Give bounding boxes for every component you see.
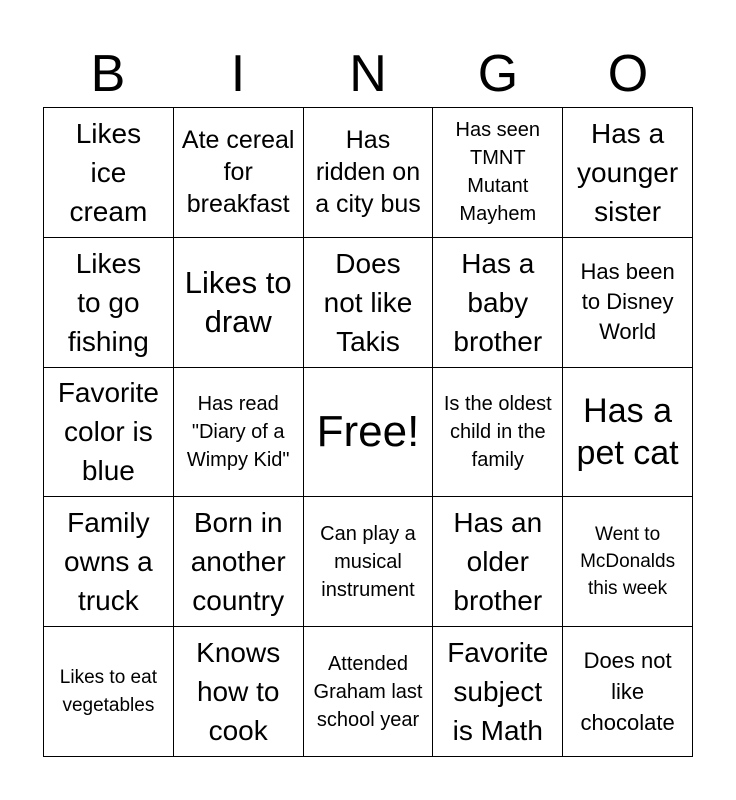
bingo-square[interactable]: [174, 497, 304, 627]
bingo-header: [43, 42, 693, 106]
bingo-square[interactable]: [563, 627, 693, 757]
square-text: Favorite subject is Math: [447, 637, 549, 747]
bingo-square[interactable]: [304, 238, 434, 368]
square-text: Has an older brother: [453, 507, 543, 617]
square-text: Family owns a truck: [64, 507, 153, 617]
bingo-square[interactable]: [304, 108, 434, 238]
square-text: Does not like chocolate: [580, 648, 675, 736]
square-text: Is the oldest child in the family: [443, 392, 552, 471]
bingo-square[interactable]: [433, 108, 563, 238]
square-text: Has a baby brother: [453, 247, 543, 357]
square-text: Has a younger sister: [577, 117, 679, 227]
bingo-square[interactable]: [44, 368, 174, 498]
header-letter-g: G: [477, 45, 519, 103]
square-text: Has read "Diary of a Wimpy Kid": [186, 392, 290, 471]
square-text: Can play a musical instrument: [320, 522, 416, 601]
square-text: Likes to draw: [184, 265, 292, 340]
square-text: Went to McDonalds this week: [580, 524, 676, 600]
bingo-square[interactable]: [563, 108, 693, 238]
header-letter-b: B: [90, 45, 126, 103]
square-text: Likes to go fishing: [67, 247, 149, 357]
square-text: Born in another country: [190, 507, 286, 617]
bingo-square[interactable]: [174, 238, 304, 368]
square-text: Likes ice cream: [69, 117, 148, 227]
square-text: Attended Graham last school year: [313, 652, 423, 731]
header-letter-o: O: [607, 45, 649, 103]
square-text: Has a pet cat: [576, 391, 679, 472]
bingo-square[interactable]: [304, 497, 434, 627]
bingo-square[interactable]: [174, 368, 304, 498]
free-space: Free!: [316, 406, 420, 456]
bingo-square[interactable]: [174, 108, 304, 238]
square-text: Favorite color is blue: [57, 377, 159, 487]
square-text: Likes to eat vegetables: [59, 666, 157, 716]
square-text: Does not like Takis: [323, 247, 413, 357]
bingo-square[interactable]: [433, 368, 563, 498]
header-letter-n: N: [349, 45, 387, 103]
bingo-card: [43, 107, 693, 757]
bingo-square[interactable]: [563, 497, 693, 627]
square-text: Knows how to cook: [196, 637, 281, 747]
bingo-square[interactable]: [433, 238, 563, 368]
square-text: Ate cereal for breakfast: [181, 126, 295, 219]
bingo-square[interactable]: [44, 108, 174, 238]
bingo-square[interactable]: [433, 497, 563, 627]
bingo-square[interactable]: [304, 627, 434, 757]
bingo-square[interactable]: [563, 368, 693, 498]
bingo-square[interactable]: [304, 368, 434, 498]
square-text: Has seen TMNT Mutant Mayhem: [455, 119, 541, 226]
bingo-square[interactable]: [563, 238, 693, 368]
bingo-square[interactable]: [44, 497, 174, 627]
square-text: Has been to Disney World: [580, 259, 675, 345]
bingo-square[interactable]: [433, 627, 563, 757]
bingo-square[interactable]: [44, 238, 174, 368]
header-letter-i: I: [230, 45, 246, 103]
bingo-square[interactable]: [174, 627, 304, 757]
bingo-square[interactable]: [44, 627, 174, 757]
square-text: Has ridden on a city bus: [315, 126, 421, 219]
